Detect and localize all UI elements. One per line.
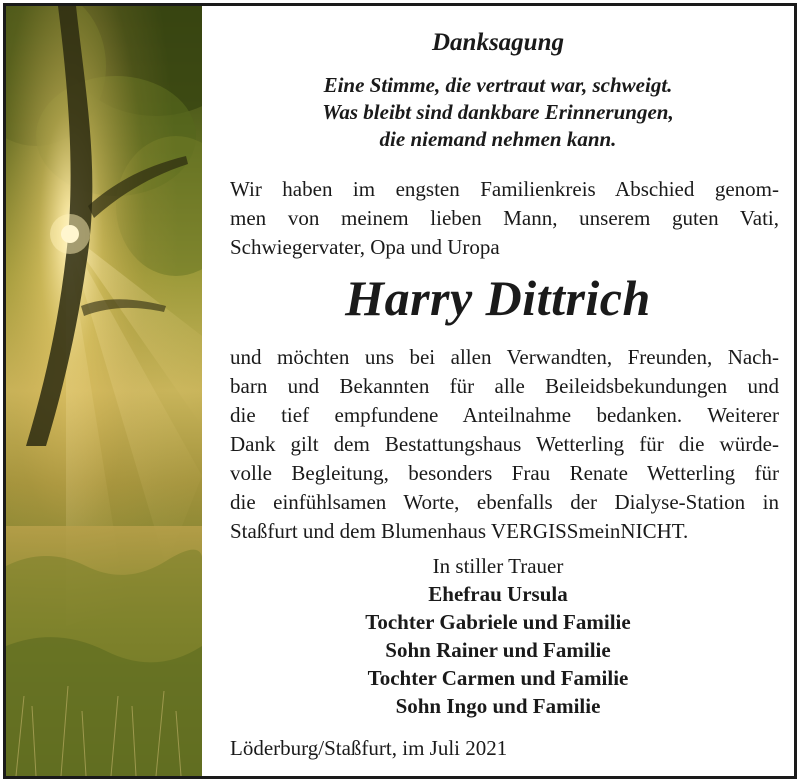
mourners-block	[202, 552, 794, 720]
memorial-quote	[202, 72, 794, 153]
notice-title: Danksagung	[432, 29, 564, 56]
mourner-name: Tochter Carmen und Familie	[367, 666, 629, 690]
paragraph-line: Schwiegervater, Opa und Uropa	[230, 235, 500, 259]
mourner-name: Sohn Ingo und Familie	[395, 694, 601, 718]
paragraph-line: und möchten uns bei allen Verwandten, Freunden, Nach-	[230, 345, 779, 369]
deceased-name: Harry Dittrich	[345, 270, 651, 326]
paragraph-line: men von meinem lieben Mann, unserem guten Vati,	[230, 206, 779, 230]
paragraph-line: barn und Bekannten für alle Beileidsbekundungen und	[230, 374, 779, 398]
paragraph-line: Staßfurt und dem Blumenhaus VERGISSmeinNICHT.	[230, 519, 689, 543]
mourning-intro: In stiller Trauer	[432, 554, 564, 578]
quote-line: die niemand nehmen kann.	[379, 127, 617, 151]
obituary-text-area	[202, 6, 794, 776]
paragraph-line: die tief empfundene Anteilnahme bedanken. Weiterer	[230, 403, 779, 427]
paragraph-line: Dank gilt dem Bestattungshaus Wetterling für die würde-	[230, 432, 779, 456]
quote-line: Eine Stimme, die vertraut war, schweigt.	[323, 73, 673, 97]
mourner-name: Ehefrau Ursula	[428, 582, 568, 606]
paragraph-line: volle Begleitung, besonders Frau Renate Wetterling für	[230, 461, 779, 485]
mourner-name: Tochter Gabriele und Familie	[365, 610, 631, 634]
mourner-name: Sohn Rainer und Familie	[385, 638, 611, 662]
place-and-date: Löderburg/Staßfurt, im Juli 2021	[230, 736, 508, 760]
intro-paragraph	[230, 175, 779, 262]
quote-line: Was bleibt sind dankbare Erinnerungen,	[322, 100, 674, 124]
paragraph-line: die einfühlsamen Worte, ebenfalls der Dialyse-Station in	[230, 490, 779, 514]
thanks-paragraph	[230, 343, 779, 546]
paragraph-line: Wir haben im engsten Familienkreis Abschied genom-	[230, 177, 779, 201]
